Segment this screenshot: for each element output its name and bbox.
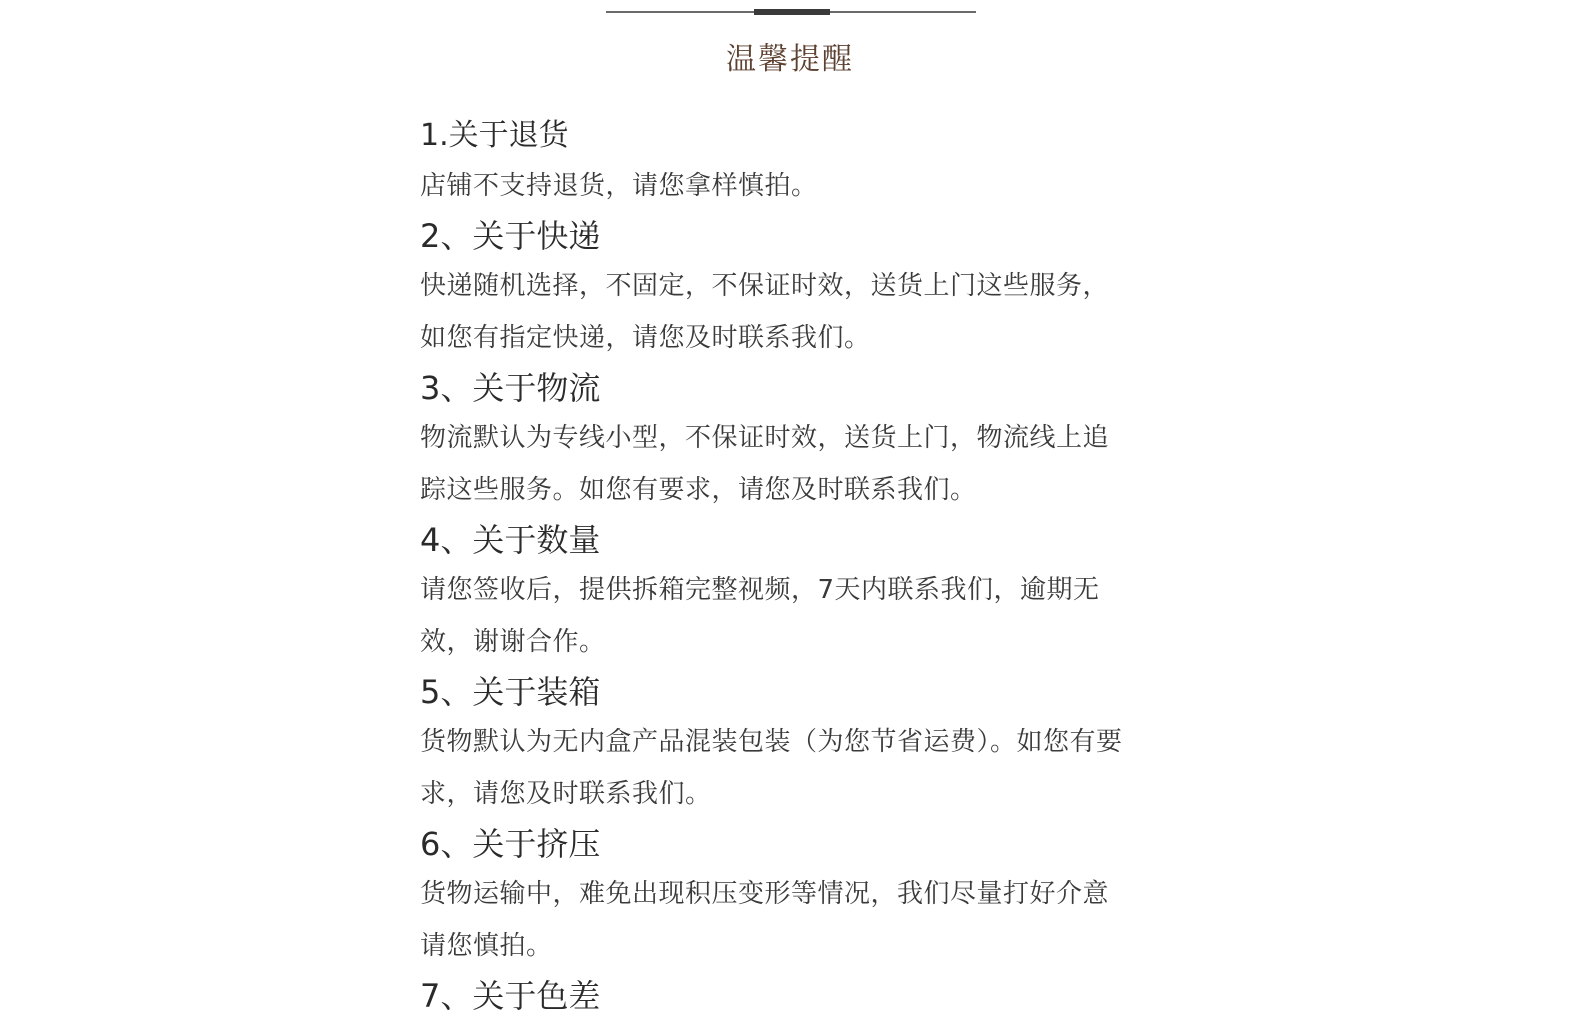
notice-content — [420, 112, 1160, 1020]
section-heading: 6、关于挤压 — [420, 825, 601, 863]
section-heading: 2、关于快递 — [420, 217, 601, 255]
page-title: 温馨提醒 — [726, 42, 854, 77]
section-heading: 1.关于退货 — [420, 118, 569, 153]
section-body: 快递随机选择，不固定，不保证时效，送货上门这些服务，如您有指定快递，请您及时联系我们。 — [420, 271, 1110, 353]
section-packing — [420, 668, 1160, 820]
section-compression — [420, 820, 1160, 972]
section-heading: 4、关于数量 — [420, 521, 601, 559]
section-heading: 3、关于物流 — [420, 369, 601, 407]
section-express — [420, 212, 1160, 364]
section-heading: 5、关于装箱 — [420, 673, 601, 711]
section-color-difference — [420, 972, 1160, 1020]
section-body: 货物默认为无内盒产品混装包装（为您节省运费）。如您有要求，请您及时联系我们。 — [420, 727, 1123, 809]
header-divider-accent — [754, 9, 830, 15]
section-body: 货物运输中，难免出现积压变形等情况，我们尽量打好介意请您慎拍。 — [420, 879, 1110, 961]
section-heading: 7、关于色差 — [420, 977, 601, 1015]
section-body: 店铺不支持退货，请您拿样慎拍。 — [420, 171, 818, 201]
section-returns — [420, 112, 1160, 212]
header-divider — [606, 11, 976, 13]
section-quantity — [420, 516, 1160, 668]
section-body: 物流默认为专线小型，不保证时效，送货上门，物流线上追踪这些服务。如您有要求，请您及时联系我们。 — [420, 423, 1110, 505]
section-body: 请您签收后，提供拆箱完整视频，7天内联系我们，逾期无效，谢谢合作。 — [420, 575, 1100, 657]
section-logistics — [420, 364, 1160, 516]
